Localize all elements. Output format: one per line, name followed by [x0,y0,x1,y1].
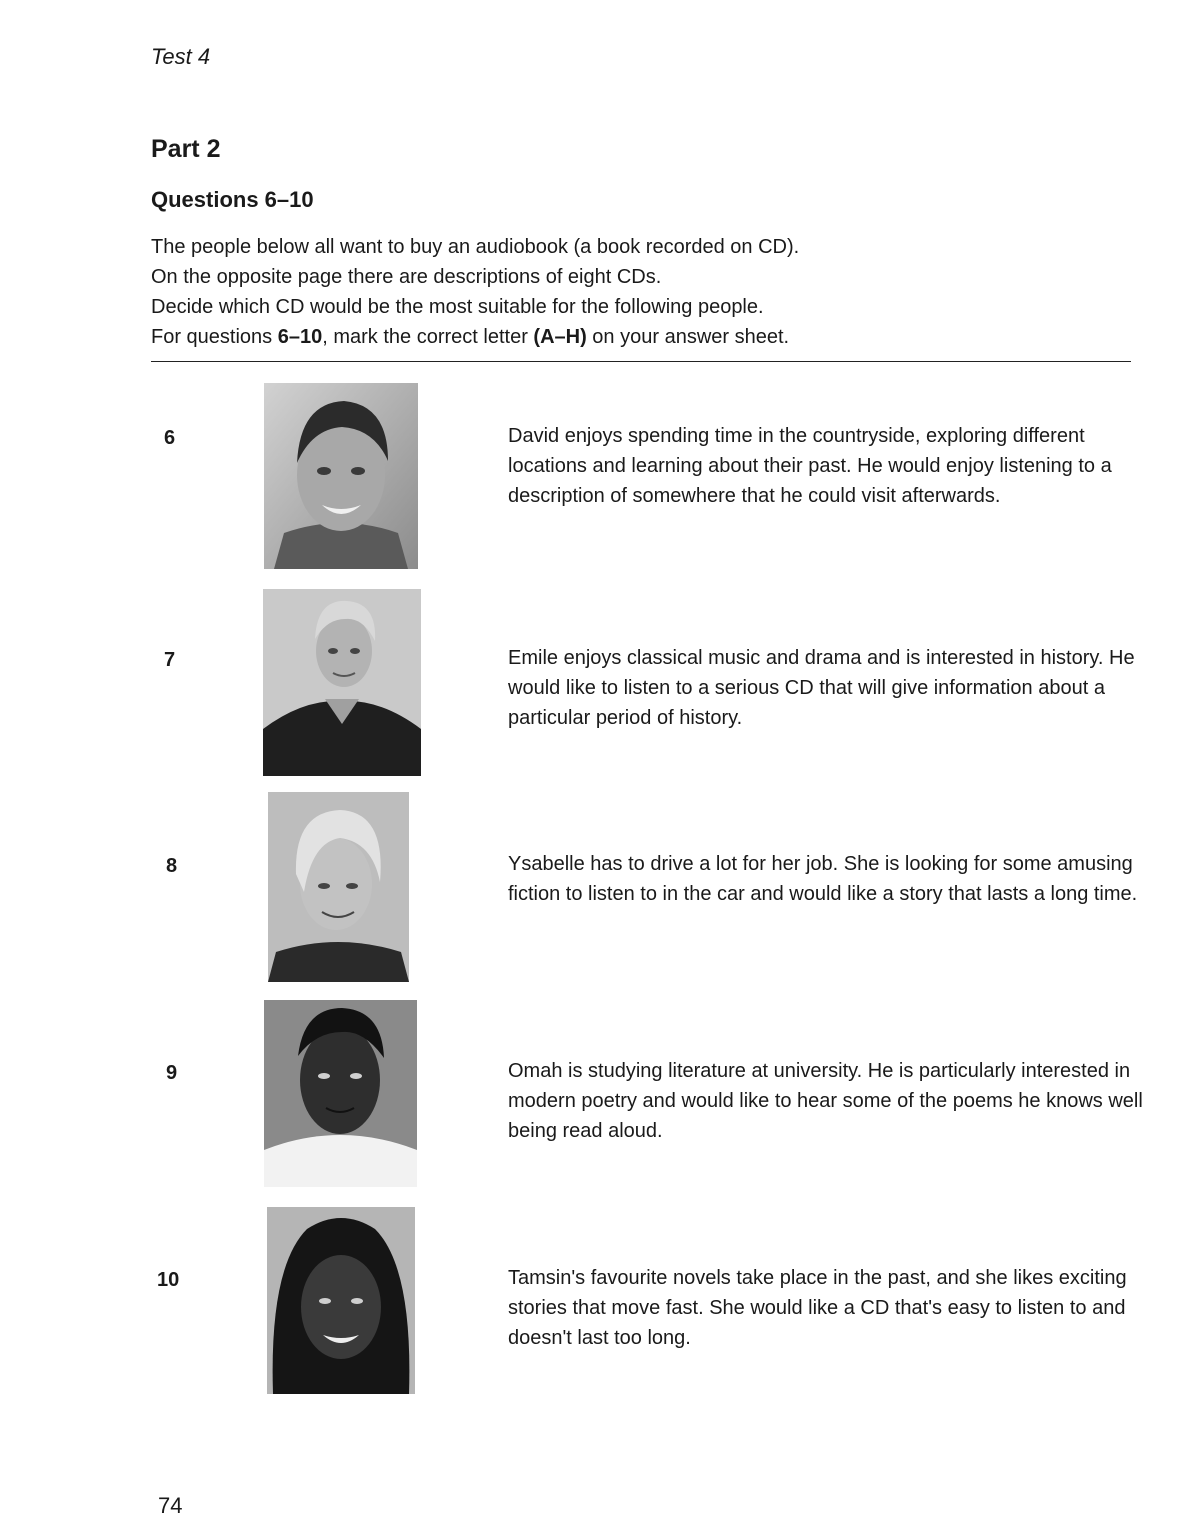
question-range: 6–10 [277,326,323,348]
portrait-photo [264,383,418,569]
portrait-photo [263,589,421,776]
page-number: 74 [158,1493,183,1518]
portrait-photo [268,792,409,982]
questions-heading: Questions 6–10 [151,187,314,212]
question-number: 9 [166,1062,178,1084]
question-description: Emile enjoys classical music and drama and is interested in history. He would like to listen to a serious CD that will give information about a particular period of history. [508,647,1135,729]
question-number: 8 [166,855,178,877]
question-description: Tamsin's favourite novels take place in the past, and she likes exciting stories that move fast. She would like a CD that's easy to listen to and doesn't last too long. [508,1267,1127,1349]
divider [151,361,1131,362]
letter-range: (A–H) [533,326,587,348]
instructions [151,232,1141,352]
part-title: Part 2 [151,135,221,163]
running-head: Test 4 [151,44,211,69]
question-number: 6 [164,427,176,449]
question-description: Ysabelle has to drive a lot for her job. She is looking for some amusing fiction to listen to in the car and would like a story that lasts a long time. [508,853,1138,905]
question-number: 10 [157,1269,180,1291]
instruction-line [151,322,1141,352]
question-description: David enjoys spending time in the countryside, exploring different locations and learning about their past. He would enjoy listening to a description of somewhere that he could visit afterwards. [508,425,1112,507]
portrait-photo [264,1000,417,1187]
instruction-line: The people below all want to buy an audiobook (a book recorded on CD). [151,236,800,258]
question-number: 7 [164,649,176,671]
instruction-text: on your answer sheet. [586,326,790,348]
instruction-line: On the opposite page there are descriptions of eight CDs. [151,266,662,288]
instruction-line: Decide which CD would be the most suitable for the following people. [151,296,764,318]
question-description: Omah is studying literature at university. He is particularly interested in modern poetry and would like to hear some of the poems he knows well being read aloud. [508,1060,1143,1142]
portrait-photo [267,1207,415,1394]
instruction-text: , mark the correct letter [322,326,534,348]
instruction-text: For questions [151,326,278,348]
